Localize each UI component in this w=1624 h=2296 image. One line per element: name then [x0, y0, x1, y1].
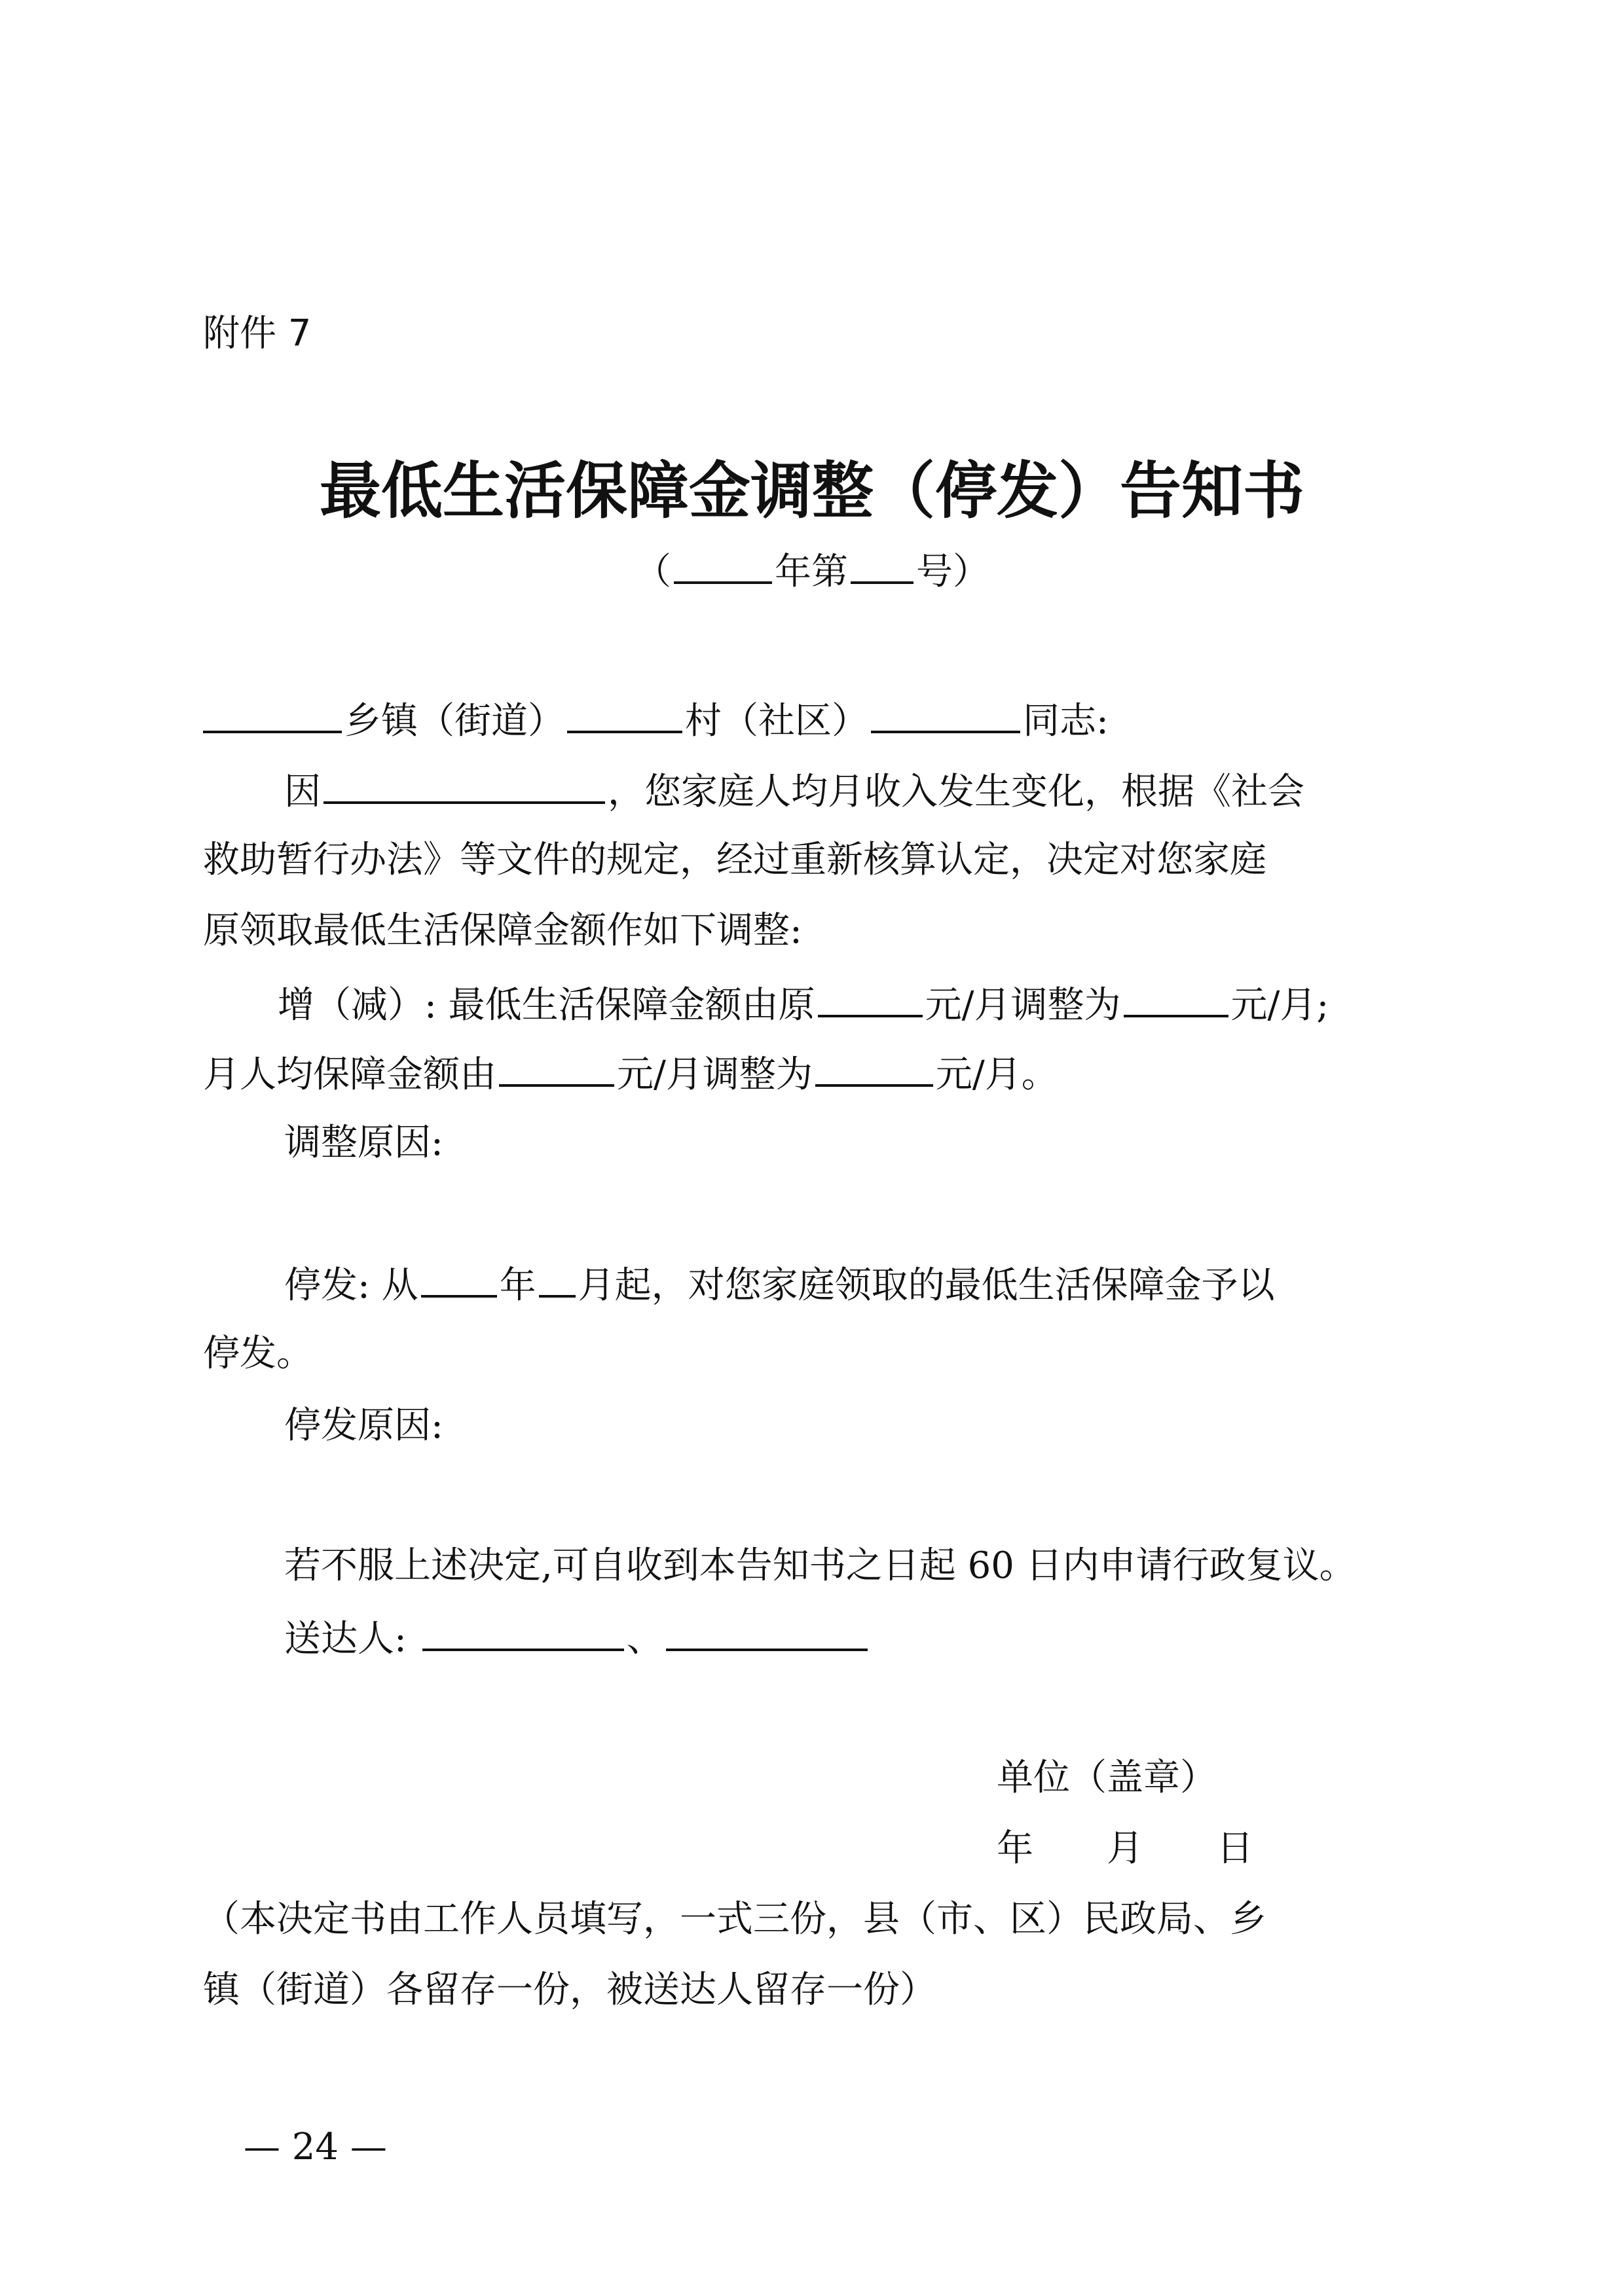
number-blank[interactable] [851, 543, 913, 584]
signature-date: 年 月 日 [997, 1827, 1253, 1870]
paragraph-1-line-2: 救助暂行办法》等文件的规定，经过重新核算认定，决定对您家庭 [203, 839, 1266, 881]
comrade-label: 同志: [1023, 700, 1109, 742]
document-number [0, 543, 1624, 598]
stop-year-label: 年 [499, 1264, 536, 1307]
stop-year-blank[interactable] [421, 1257, 497, 1298]
delivery-person-1-blank[interactable] [422, 1611, 624, 1651]
stop-text: 月起，对您家庭领取的最低生活保障金予以 [578, 1264, 1275, 1307]
cause-blank[interactable] [323, 763, 605, 804]
appeal-notice: 若不服上述决定,可自收到本告知书之日起 60 日内申请行政复议。 [284, 1544, 1356, 1587]
recipient-line [203, 693, 1109, 745]
increase-label: 增（减）: 最低生活保障金额由原 [278, 984, 815, 1027]
increase-line [278, 977, 1329, 1029]
doc-number-open: （ [635, 551, 671, 593]
delivery-label: 送达人: [284, 1618, 407, 1660]
delivery-separator: 、 [626, 1618, 663, 1660]
paragraph-1-text: ，您家庭人均月收入发生变化，根据《社会 [608, 771, 1304, 813]
average-adjust-label: 元/月调整为 [617, 1053, 813, 1096]
page-title: 最低生活保障金调整（停发）告知书 [319, 455, 1304, 527]
footnote-line-2: 镇（街道）各留存一份，被送达人留存一份） [203, 1969, 936, 2011]
township-label: 乡镇（街道） [344, 700, 564, 742]
adjust-to-label: 元/月调整为 [925, 984, 1121, 1027]
delivery-line [284, 1611, 870, 1663]
paragraph-1-line-3: 原领取最低生活保障金额作如下调整: [203, 909, 802, 952]
adjust-reason-label: 调整原因: [284, 1121, 443, 1164]
year-blank[interactable] [674, 543, 772, 584]
paragraph-1-line-1 [284, 763, 1304, 816]
signature-unit: 单位（盖章） [997, 1757, 1217, 1799]
average-line [203, 1046, 1058, 1099]
attachment-label: 附件 7 [203, 312, 312, 355]
stop-reason-label: 停发原因: [284, 1404, 443, 1447]
stop-line-2: 停发。 [203, 1332, 313, 1375]
page-number: — 24 — [244, 2126, 387, 2168]
because-label: 因 [284, 771, 321, 813]
stop-month-blank[interactable] [539, 1257, 576, 1298]
delivery-person-2-blank[interactable] [666, 1611, 868, 1651]
average-label: 月人均保障金额由 [203, 1053, 496, 1096]
original-amount-blank[interactable] [818, 977, 923, 1017]
comrade-blank[interactable] [871, 693, 1020, 733]
village-blank[interactable] [567, 693, 682, 733]
footnote-line-1: （本决定书由工作人员填写，一式三份，县（市、区）民政局、乡 [203, 1898, 1266, 1941]
new-average-blank[interactable] [815, 1046, 933, 1087]
doc-number-year-label: 年第 [775, 551, 848, 593]
unit-label: 元/月; [1230, 984, 1329, 1027]
original-average-blank[interactable] [499, 1046, 614, 1087]
township-blank[interactable] [203, 693, 342, 733]
village-label: 村（社区） [685, 700, 868, 742]
stop-line [284, 1257, 1275, 1309]
new-amount-blank[interactable] [1124, 977, 1228, 1017]
stop-label: 停发: 从 [284, 1264, 418, 1307]
doc-number-no-label: 号） [916, 551, 989, 593]
average-unit-label: 元/月。 [935, 1053, 1058, 1096]
